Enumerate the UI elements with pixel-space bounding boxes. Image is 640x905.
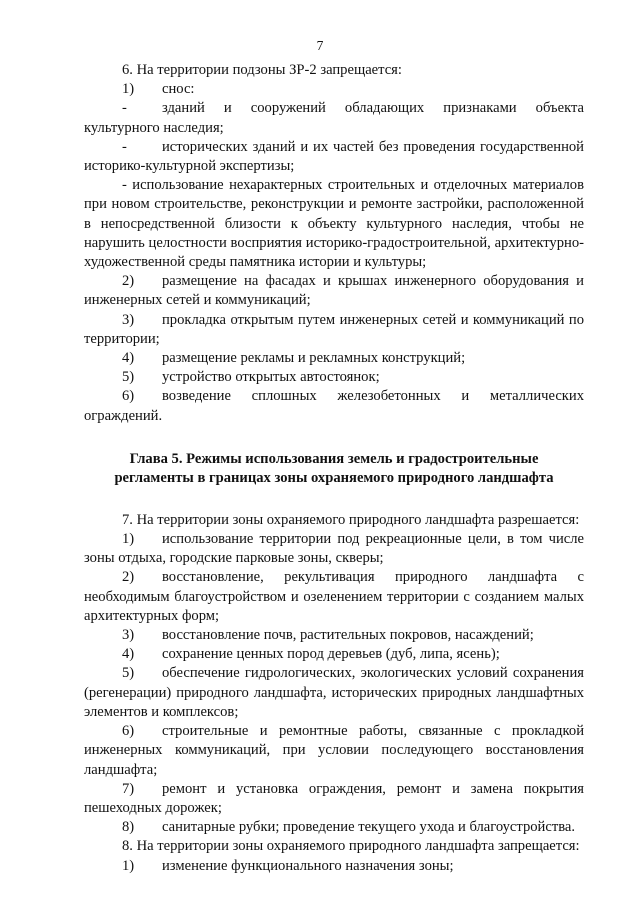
- item-text: восстановление почв, растительных покровов, насаждений;: [162, 627, 534, 644]
- item-text: восстановление, рекультивация природного ландшафта с необходимым благоустройством и озеленением территории с созданием малых архитектурных форм;: [84, 569, 584, 624]
- item-text: обеспечение гидрологических, экологических условий сохранения (регенерации) природного ландшафта, исторических природных ландшафтных элементов и комплексов;: [84, 665, 584, 720]
- item-number: 8): [122, 819, 135, 836]
- list-item-6-2: [84, 272, 584, 310]
- list-item-8-1: [84, 857, 584, 876]
- chapter-heading-line-1: Глава 5. Режимы использования земель и градостроительные: [129, 450, 539, 467]
- list-item-6-4: [84, 349, 584, 368]
- list-item-7-6: [84, 722, 584, 780]
- list-item-7-2: [84, 568, 584, 626]
- item-text: возведение сплошных железобетонных и металлических ограждений.: [84, 388, 584, 424]
- item-text: ремонт и установка ограждения, ремонт и замена покрытия пешеходных дорожек;: [84, 780, 584, 816]
- list-item-7-5: [84, 664, 584, 722]
- item-text: санитарные рубки; проведение текущего ухода и благоустройства.: [162, 819, 576, 836]
- list-item-6-1-c: - использование нехарактерных строительных и отделочных материалов при новом строительстве, реконструкции и ремонте застройки, расположенной в непосредственной близости к объекту культурного наследия, чтобы не нарушить целостности восприятия историко-градостроительной, архитектурно-художественной среды памятника истории и культуры;: [84, 177, 584, 271]
- item-dash: -: [122, 138, 127, 155]
- item-number: 1): [122, 857, 135, 874]
- list-item-7-4: [84, 645, 584, 664]
- item-text: строительные и ремонтные работы, связанные с прокладкой инженерных коммуникаций, при условии последующего восстановления ландшафта;: [84, 723, 584, 778]
- item-text: снос:: [162, 81, 195, 98]
- item-number: 6): [122, 388, 135, 405]
- chapter-heading-line-2: регламенты в границах зоны охраняемого природного ландшафта: [114, 470, 554, 487]
- item-number: 1): [122, 531, 135, 548]
- item-text: зданий и сооружений обладающих признаками объекта культурного наследия;: [84, 100, 584, 136]
- section-8-title: 8. На территории зоны охраняемого природного ландшафта запрещается:: [122, 838, 580, 855]
- section-7-title: 7. На территории зоны охраняемого природного ландшафта разрешается:: [122, 511, 580, 528]
- item-number: 1): [122, 81, 135, 98]
- item-text: устройство открытых автостоянок;: [162, 369, 380, 386]
- chapter-heading: [84, 450, 584, 489]
- list-item-7-8: [84, 818, 584, 837]
- item-number: 6): [122, 723, 135, 740]
- item-number: 3): [122, 311, 135, 328]
- item-text: исторических зданий и их частей без проведения государственной историко-культурной экспертизы;: [84, 138, 584, 175]
- item-text: размещение рекламы и рекламных конструкций;: [162, 350, 466, 367]
- item-number: 4): [122, 646, 135, 663]
- list-item-6-6: [84, 387, 584, 425]
- item-text: изменение функционального назначения зоны;: [162, 857, 454, 874]
- item-number: 2): [122, 273, 135, 290]
- item-number: 4): [122, 350, 135, 367]
- document-body: [84, 61, 584, 876]
- item-number: 5): [122, 665, 135, 682]
- item-dash: -: [122, 100, 127, 117]
- paragraph-6-title: 6. На территории подзоны ЗР-2 запрещается:: [122, 62, 402, 78]
- item-number: 7): [122, 780, 135, 797]
- item-number: 5): [122, 369, 135, 386]
- list-item-7-1: [84, 530, 584, 568]
- item-text: сохранение ценных пород деревьев (дуб, липа, ясень);: [162, 646, 500, 663]
- item-number: 2): [122, 569, 135, 586]
- list-item-6-1: [84, 80, 584, 99]
- page-number: 7: [316, 38, 324, 53]
- list-item-6-5: [84, 368, 584, 387]
- item-text: использование территории под рекреационные цели, в том числе зоны отдыха, городские парковые зоны, скверы;: [84, 531, 584, 567]
- list-item-7-7: [84, 780, 584, 818]
- item-text: размещение на фасадах и крышах инженерного оборудования и инженерных сетей и коммуникаций;: [84, 273, 584, 309]
- list-item-6-1-b: [84, 138, 584, 176]
- item-number: 3): [122, 627, 135, 644]
- list-item-7-3: [84, 626, 584, 645]
- item-text: прокладка открытым путем инженерных сетей и коммуникаций по территории;: [84, 311, 584, 347]
- list-item-6-3: [84, 311, 584, 349]
- list-item-6-1-a: [84, 99, 584, 137]
